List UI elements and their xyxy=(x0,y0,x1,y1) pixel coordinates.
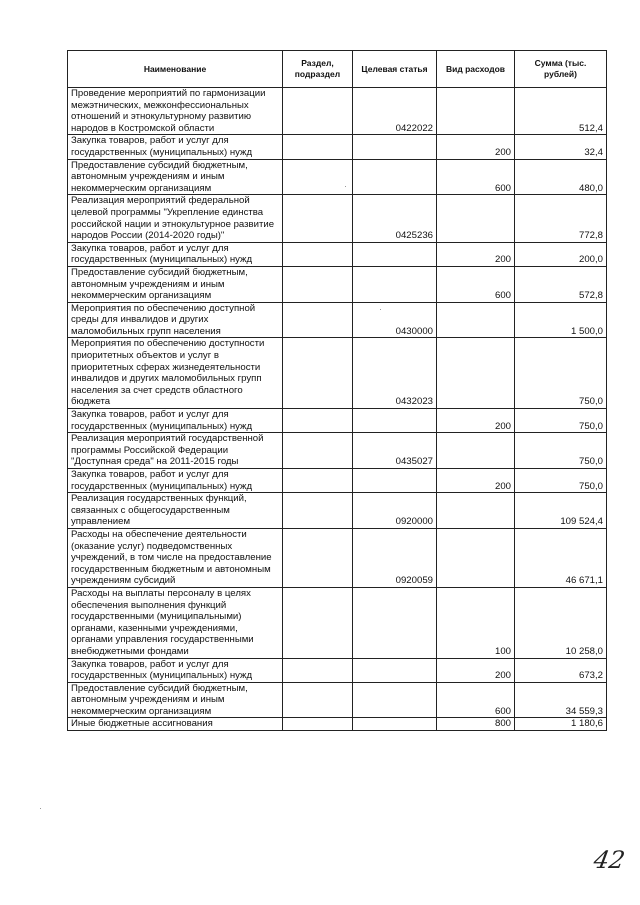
row-name: Предоставление субсидий бюджетным, автономным учреждениям и иным некоммерческим организациям xyxy=(68,266,283,302)
row-type xyxy=(437,302,515,338)
scan-speck xyxy=(380,309,381,310)
row-name: Закупка товаров, работ и услуг для государственных (муниципальных) нужд xyxy=(68,469,283,493)
table-row xyxy=(68,135,607,159)
row-target xyxy=(353,242,437,266)
row-type xyxy=(437,338,515,409)
row-sum: 1 500,0 xyxy=(515,302,607,338)
row-sum: 750,0 xyxy=(515,433,607,469)
row-section xyxy=(283,409,353,433)
row-name: Расходы на обеспечение деятельности (оказание услуг) подведомственных учреждений, в том числе на предоставление государственным бюджетным и автономным учреждениям субсидий xyxy=(68,528,283,587)
row-sum: 772,8 xyxy=(515,195,607,242)
row-name: Расходы на выплаты персоналу в целях обеспечения выполнения функций государственными (муниципальными) органами, казенными учреждениями, органами управления государственными внебюджетными фондами xyxy=(68,587,283,658)
page-number: 42 xyxy=(591,846,628,874)
row-sum: 10 258,0 xyxy=(515,587,607,658)
row-target xyxy=(353,469,437,493)
table-row xyxy=(68,338,607,409)
row-target xyxy=(353,159,437,195)
row-section xyxy=(283,718,353,731)
row-target: 0432023 xyxy=(353,338,437,409)
row-target xyxy=(353,682,437,718)
row-target xyxy=(353,718,437,731)
table-row xyxy=(68,682,607,718)
header-target: Целевая статья xyxy=(353,51,437,88)
row-type xyxy=(437,433,515,469)
row-section xyxy=(283,338,353,409)
table-header-row xyxy=(68,51,607,88)
row-sum: 512,4 xyxy=(515,88,607,135)
row-target xyxy=(353,135,437,159)
row-sum: 673,2 xyxy=(515,658,607,682)
row-type: 200 xyxy=(437,469,515,493)
table-row xyxy=(68,718,607,731)
row-target: 0422022 xyxy=(353,88,437,135)
row-name: Предоставление субсидий бюджетным, автономным учреждениям и иным некоммерческим организациям xyxy=(68,682,283,718)
table-row xyxy=(68,587,607,658)
row-section xyxy=(283,469,353,493)
row-name: Закупка товаров, работ и услуг для государственных (муниципальных) нужд xyxy=(68,658,283,682)
row-sum: 750,0 xyxy=(515,338,607,409)
row-name: Иные бюджетные ассигнования xyxy=(68,718,283,731)
row-sum: 200,0 xyxy=(515,242,607,266)
table-row xyxy=(68,658,607,682)
row-name: Закупка товаров, работ и услуг для государственных (муниципальных) нужд xyxy=(68,135,283,159)
table-row xyxy=(68,409,607,433)
row-type: 200 xyxy=(437,135,515,159)
row-section xyxy=(283,528,353,587)
row-section xyxy=(283,159,353,195)
row-type xyxy=(437,88,515,135)
scan-speck xyxy=(40,808,41,809)
row-target: 0920000 xyxy=(353,493,437,529)
table-row xyxy=(68,159,607,195)
row-target: 0430000 xyxy=(353,302,437,338)
row-name: Закупка товаров, работ и услуг для государственных (муниципальных) нужд xyxy=(68,409,283,433)
row-type xyxy=(437,195,515,242)
budget-table xyxy=(67,50,607,731)
table-row xyxy=(68,302,607,338)
row-target: 0920059 xyxy=(353,528,437,587)
table-row xyxy=(68,88,607,135)
row-sum: 1 180,6 xyxy=(515,718,607,731)
scan-speck xyxy=(345,186,346,187)
row-name: Мероприятия по обеспечению доступной среды для инвалидов и других маломобильных групп населения xyxy=(68,302,283,338)
row-sum: 750,0 xyxy=(515,469,607,493)
row-name: Реализация мероприятий государственной программы Российской Федерации "Доступная среда" на 2011-2015 годы xyxy=(68,433,283,469)
row-target xyxy=(353,409,437,433)
row-type: 600 xyxy=(437,682,515,718)
table-row xyxy=(68,266,607,302)
row-type: 100 xyxy=(437,587,515,658)
row-section xyxy=(283,135,353,159)
table-row xyxy=(68,469,607,493)
table-row xyxy=(68,433,607,469)
header-section: Раздел, подраздел xyxy=(283,51,353,88)
row-name: Закупка товаров, работ и услуг для государственных (муниципальных) нужд xyxy=(68,242,283,266)
row-name: Реализация государственных функций, связанных с общегосударственным управлением xyxy=(68,493,283,529)
row-target: 0425236 xyxy=(353,195,437,242)
row-type xyxy=(437,493,515,529)
row-section xyxy=(283,682,353,718)
row-type: 200 xyxy=(437,658,515,682)
row-name: Реализация мероприятий федеральной целевой программы "Укрепление единства российской нации и этнокультурное развитие народов России (2014-2020 годы)" xyxy=(68,195,283,242)
row-type: 800 xyxy=(437,718,515,731)
row-target xyxy=(353,266,437,302)
row-type: 200 xyxy=(437,409,515,433)
table-row xyxy=(68,493,607,529)
row-type: 200 xyxy=(437,242,515,266)
row-name: Проведение мероприятий по гармонизации межэтнических, межконфессиональных отношений и этнокультурному развитию народов в Костромской области xyxy=(68,88,283,135)
row-section xyxy=(283,266,353,302)
row-type: 600 xyxy=(437,266,515,302)
header-type: Вид расходов xyxy=(437,51,515,88)
table-row xyxy=(68,195,607,242)
row-section xyxy=(283,493,353,529)
row-section xyxy=(283,195,353,242)
header-name: Наименование xyxy=(68,51,283,88)
row-target xyxy=(353,658,437,682)
row-type xyxy=(437,528,515,587)
row-type: 600 xyxy=(437,159,515,195)
row-section xyxy=(283,433,353,469)
row-sum: 34 559,3 xyxy=(515,682,607,718)
row-section xyxy=(283,302,353,338)
row-target xyxy=(353,587,437,658)
row-sum: 480,0 xyxy=(515,159,607,195)
row-section xyxy=(283,242,353,266)
row-sum: 32,4 xyxy=(515,135,607,159)
row-sum: 750,0 xyxy=(515,409,607,433)
row-name: Мероприятия по обеспечению доступности приоритетных объектов и услуг в приоритетных сферах жизнедеятельности инвалидов и других маломобильных групп населения за счет средств областного бюджета xyxy=(68,338,283,409)
row-section xyxy=(283,587,353,658)
table-row xyxy=(68,528,607,587)
header-sum: Сумма (тыс. рублей) xyxy=(515,51,607,88)
row-sum: 46 671,1 xyxy=(515,528,607,587)
row-sum: 109 524,4 xyxy=(515,493,607,529)
row-name: Предоставление субсидий бюджетным, автономным учреждениям и иным некоммерческим организациям xyxy=(68,159,283,195)
row-section xyxy=(283,658,353,682)
row-section xyxy=(283,88,353,135)
row-sum: 572,8 xyxy=(515,266,607,302)
row-target: 0435027 xyxy=(353,433,437,469)
table-row xyxy=(68,242,607,266)
